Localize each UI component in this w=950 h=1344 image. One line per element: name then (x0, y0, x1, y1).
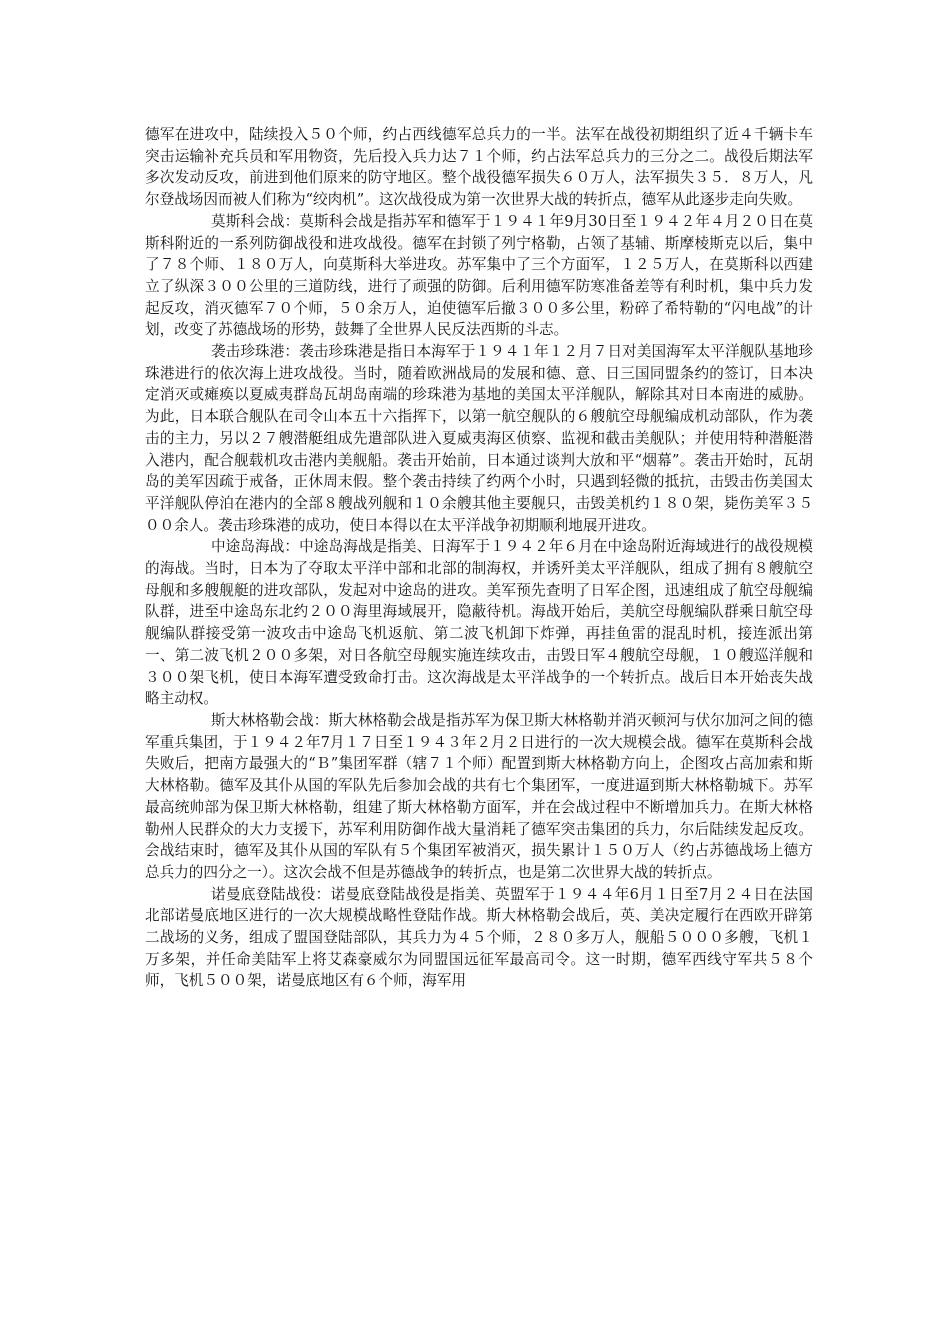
paragraph-stalingrad: 斯大林格勒会战：斯大林格勒会战是指苏军为保卫斯大林格勒并消灭顿河与伏尔加河之间的德军重兵集团，于１９４２年7月１７日至１９４３年２月２日进行的一次大规模会战。德军在莫斯科会战失败后，把南方最强大的“Ｂ”集团军群（辖７１个师）配置到斯大林格勒方向上，企图攻占高加索和斯大林格勒。德军及其仆从国的军队先后参加会战的共有七个集团军，一度进逼到斯大林格勒城下。苏军最高统帅部为保卫斯大林格勒，组建了斯大林格勒方面军，并在会战过程中不断增加兵力。在斯大林格勒州人民群众的大力支援下，苏军利用防御作战大量消耗了德军突击集团的兵力，尔后陆续发起反攻。会战结束时，德军及其仆从国的军队有５个集团军被消灭，损失累计１５０万人（约占苏德战场上德方总兵力的四分之一）。这次会战不但是苏德战争的转折点，也是第二次世界大战的转折点。 (145, 711, 813, 881)
paragraph-pearl-harbor: 袭击珍珠港：袭击珍珠港是指日本海军于１９４１年１２月７日对美国海军太平洋舰队基地珍珠港进行的依次海上进攻战役。当时，随着欧洲战局的发展和德、意、日三国同盟条约的签订，日本决定消灭或瘫痪以夏威夷群岛瓦胡岛南端的珍珠港为基地的美国太平洋舰队，解除其对日本南进的威胁。为此，日本联合舰队在司令山本五十六指挥下，以第一航空舰队的６艘航空母舰编成机动部队，作为袭击的主力，另以２７艘潜艇组成先遣部队进入夏威夷海区侦察、监视和截击美舰队；并使用特种潜艇潜入港内，配合舰载机攻击港内美舰船。袭击开始前，日本通过谈判大放和平“烟幕”。袭击开始时，瓦胡岛的美军因疏于戒备，正休周末假。整个袭击持续了约两个小时，只遇到轻微的抵抗，击毁击伤美国太平洋舰队停泊在港内的全部８艘战列舰和１０余艘其他主要舰只，击毁美机约１８０架，毙伤美军３５００余人。袭击珍珠港的成功，使日本得以在太平洋战争初期顺利地展开进攻。 (145, 343, 813, 534)
paragraph-moscow: 莫斯科会战：莫斯科会战是指苏军和德军于１９４１年9月30日至１９４２年４月２０日在莫斯科附近的一系列防御战役和进攻战役。德军在封锁了列宁格勒，占领了基辅、斯摩棱斯克以后，集中了７８个师、１８０万人，向莫斯科大举进攻。苏军集中了三个方面军，１２５万人，在莫斯科以西建立了纵深３００公里的三道防线，进行了顽强的防御。后利用德军防寒准备差等有利时机，集中兵力发起反攻，消灭德军７０个师，５０余万人，迫使德军后撤３００多公里，粉碎了希特勒的“闪电战”的计划，改变了苏德战场的形势，鼓舞了全世界人民反法西斯的斗志。 (145, 212, 813, 339)
document-body (145, 124, 813, 992)
paragraph-midway: 中途岛海战：中途岛海战是指美、日海军于１９４２年６月在中途岛附近海域进行的战役规模的海战。当时，日本为了夺取太平洋中部和北部的制海权，并诱歼美太平洋舰队，组成了拥有８艘航空母舰和多艘舰艇的进攻部队，发起对中途岛的进攻。美军预先查明了日军企图，迅速组成了航空母舰编队群，进至中途岛东北约２００海里海域展开，隐蔽待机。海战开始后，美航空母舰编队群乘日航空母舰编队群接受第一波攻击中途岛飞机返航、第二波飞机卸下炸弹，再挂鱼雷的混乱时机，接连派出第一、第二波飞机２００多架，对日各航空母舰实施连续攻击，击毁日军４艘航空母舰，１０艘巡洋舰和３００架飞机，使日本海军遭受致命打击。这次海战是太平洋战争的一个转折点。战后日本开始丧失战略主动权。 (145, 538, 813, 708)
paragraph-normandy: 诺曼底登陆战役：诺曼底登陆战役是指美、英盟军于１９４４年6月１日至7月２４日在法国北部诺曼底地区进行的一次大规模战略性登陆作战。斯大林格勒会战后，英、美决定履行在西欧开辟第二战场的义务，组成了盟国登陆部队，其兵力为４５个师，２８０多万人，舰船５０００多艘，飞机１万多架，并任命美陆军上将艾森豪威尔为同盟国远征军最高司令。这一时期，德军西线守军共５８个师，飞机５００架，诺曼底地区有６个师，海军用 (145, 885, 813, 990)
paragraph-verdun-continued: 德军在进攻中，陆续投入５０个师，约占西线德军总兵力的一半。法军在战役初期组织了近４千辆卡车突击运输补充兵员和军用物资，先后投入兵力达７１个师，约占法军总兵力的三分之二。战役后期法军多次发动反攻，前进到他们原来的防守地区。整个战役德军损失６０万人，法军损失３５．８万人，凡尔登战场因而被人们称为“绞肉机”。这次战役成为第一次世界大战的转折点，德军从此逐步走向失败。 (145, 126, 813, 209)
